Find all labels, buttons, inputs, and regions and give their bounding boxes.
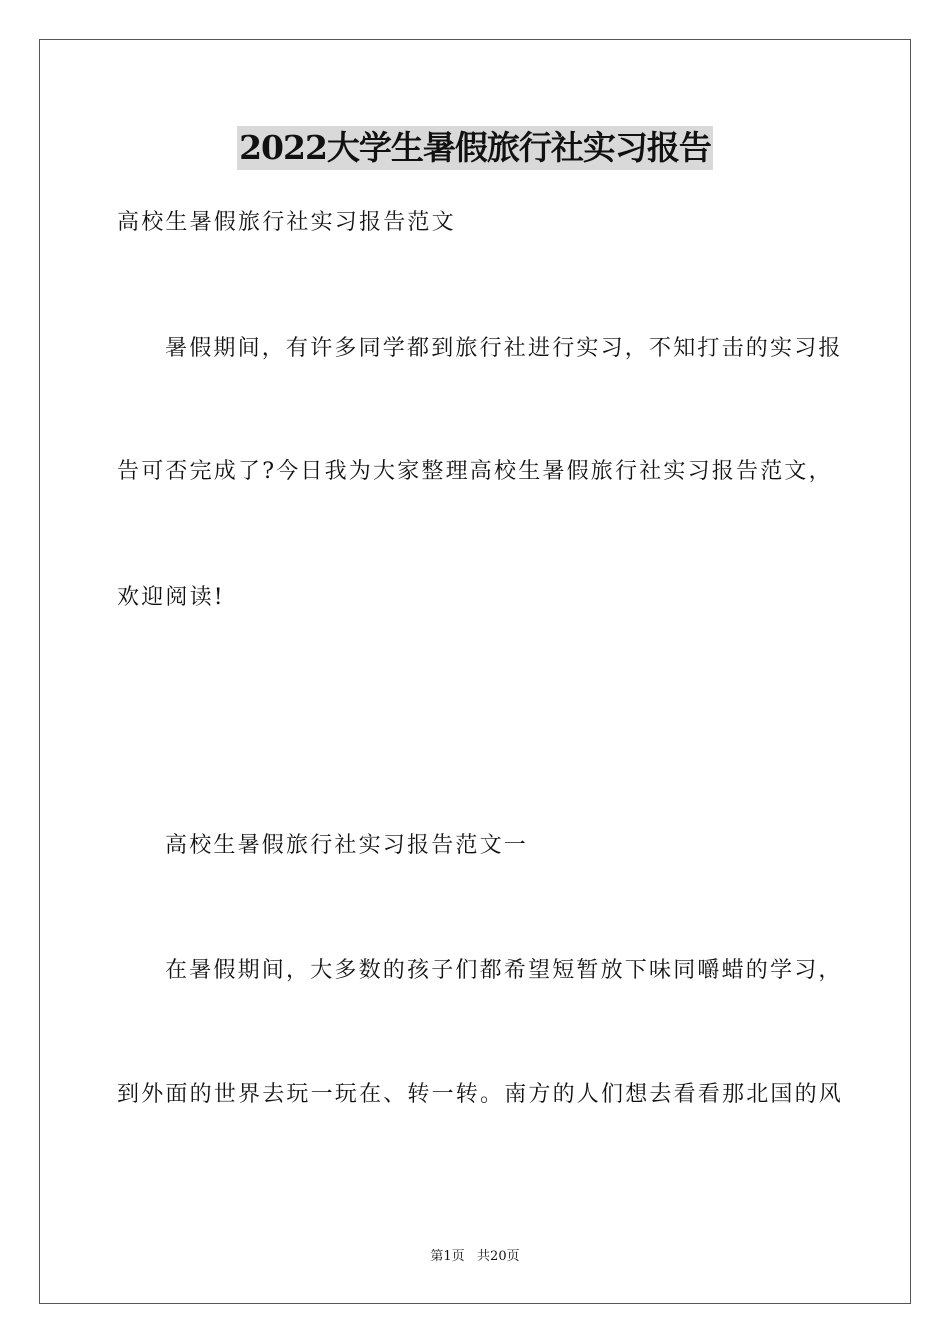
paragraph-line: 暑假期间，有许多同学都到旅行社进行实习，不知打击的实习报 <box>165 336 843 361</box>
paragraph-line: 告可否完成了?今日我为大家整理高校生暑假旅行社实习报告范文， <box>117 459 833 484</box>
paragraph-line: 欢迎阅读! <box>117 585 225 610</box>
paragraph-line: 到外面的世界去玩一玩在、转一转。南方的人们想去看看那北国的风 <box>117 1082 844 1107</box>
page-footer: 第1页 共20页 <box>430 1249 520 1264</box>
title-container <box>0 126 950 170</box>
section-heading: 高校生暑假旅行社实习报告范文一 <box>165 833 529 858</box>
subtitle-line: 高校生暑假旅行社实习报告范文 <box>117 210 456 235</box>
paragraph-line: 在暑假期间，大多数的孩子们都希望短暂放下味同嚼蜡的学习， <box>165 958 843 983</box>
document-title: 2022大学生暑假旅行社实习报告 <box>237 126 713 170</box>
